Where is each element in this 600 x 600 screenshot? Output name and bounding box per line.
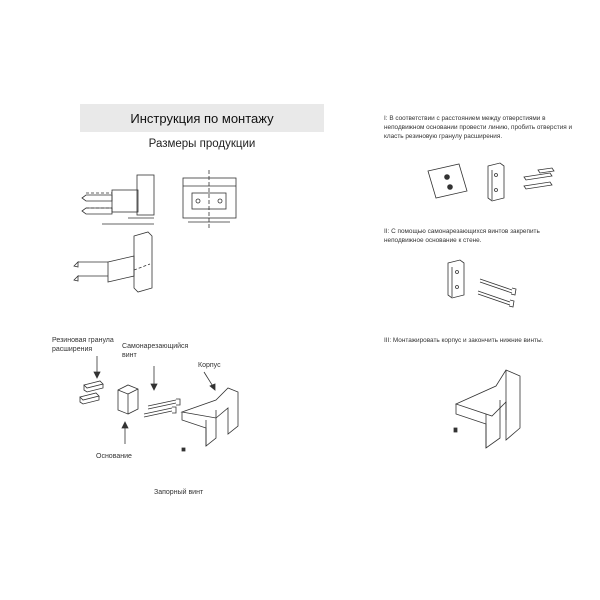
step-3-illustration xyxy=(456,370,520,448)
self-tapping-screws xyxy=(144,399,180,417)
label-body: Корпус xyxy=(198,362,221,369)
step-3-text: III: Монтажировать корпус и закончить нижние винты. xyxy=(384,337,544,344)
page-title: Инструкция по монтажу xyxy=(130,110,274,126)
step-2-text: II: С помощью самонарезающихся винтов закрепить неподвижное основание к стене. xyxy=(384,228,540,244)
front-view-drawing xyxy=(183,170,236,230)
step-2-illustration xyxy=(448,260,516,307)
step-1-text: I: В соответствии с расстоянием между отверстиями в неподвижном основании провести линию, пробить отверстия и класть резиновую гранулу расширения. xyxy=(384,115,573,140)
step-3-lock-screw xyxy=(454,428,457,432)
step-1-illustration xyxy=(428,163,554,201)
label-rubber-plug: Резиновая гранула расширения xyxy=(52,337,114,353)
body-part xyxy=(182,388,238,446)
arrowhead-base xyxy=(122,422,128,428)
arrowhead-rubber-plug xyxy=(94,372,100,378)
base-part xyxy=(118,385,138,414)
label-base: Основание xyxy=(96,453,132,460)
lock-screw-part xyxy=(182,448,185,451)
label-self-tapping-screw: Самонарезающийся винт xyxy=(122,343,189,359)
arrowhead-body xyxy=(210,384,215,390)
side-view-drawing xyxy=(82,175,154,224)
perspective-drawing xyxy=(74,232,152,292)
label-lock-screw: Запорный винт xyxy=(154,489,204,496)
rubber-plugs xyxy=(80,381,103,404)
section-subtitle: Размеры продукции xyxy=(148,138,256,150)
arrowhead-screw xyxy=(151,384,157,390)
